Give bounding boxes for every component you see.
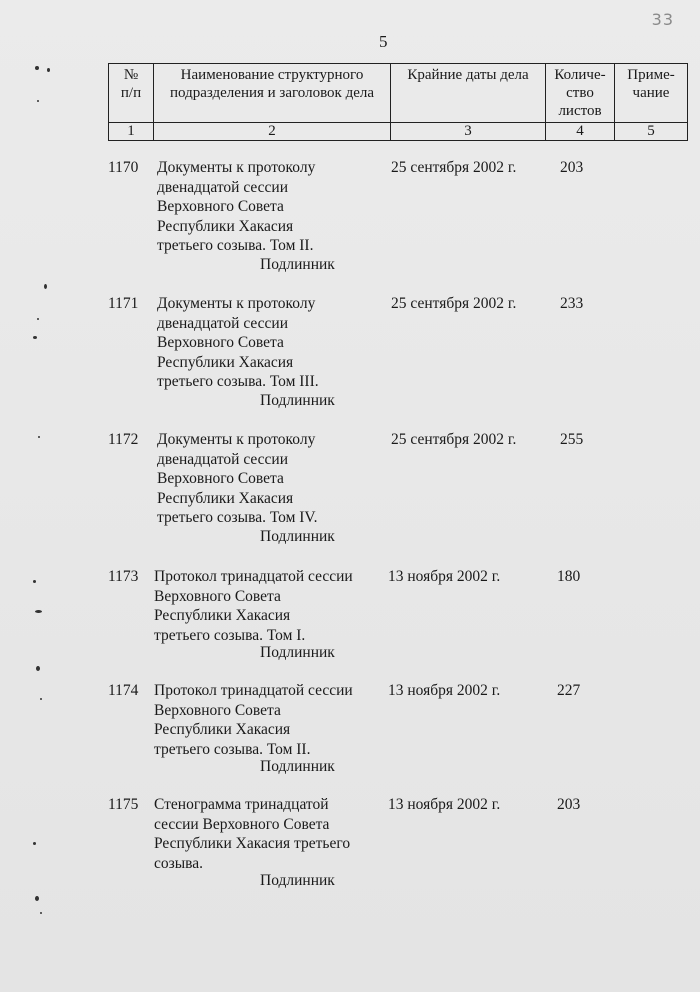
entry-sheet-count: 255 [560,431,584,448]
scan-speck [38,436,40,438]
column-number-row [109,123,688,141]
scan-speck [33,842,36,845]
header-number: № п/п [109,64,154,123]
entry-number: 1170 [108,159,139,176]
entry-title: Документы к протоколу двенадцатой сессии Верховного Совета Республики Хакасия третьего созыва. Том III. [157,295,319,390]
entry-number: 1171 [108,295,139,312]
entry-status: Подлинник [260,392,335,409]
entry-title: Документы к протоколу двенадцатой сессии Верховного Совета Республики Хакасия третьего созыва. Том II. [157,159,316,254]
entry-date: 13 ноября 2002 г. [388,682,501,699]
entry-status: Подлинник [260,872,335,889]
column-number: 2 [154,123,391,141]
column-number: 1 [109,123,154,141]
scan-speck [47,68,50,72]
entry-date: 25 сентября 2002 г. [391,295,517,312]
entry-sheet-count: 227 [557,682,581,699]
entry-sheet-count: 203 [557,796,581,813]
scan-speck [33,580,36,583]
entry-sheet-count: 233 [560,295,584,312]
scan-speck [36,666,40,671]
scan-speck [37,100,39,102]
entry-date: 25 сентября 2002 г. [391,159,517,176]
entry-number: 1172 [108,431,139,448]
header-dates: Крайние даты дела [391,64,546,123]
entry-status: Подлинник [260,528,335,545]
page-number: 5 [379,32,388,51]
entry-number: 1173 [108,568,139,585]
scan-speck [44,284,47,289]
scan-speck [35,610,42,613]
scan-speck [35,66,39,70]
scan-speck [37,318,39,320]
entry-date: 25 сентября 2002 г. [391,431,517,448]
table-header [108,63,688,141]
entry-status: Подлинник [260,644,335,661]
entry-status: Подлинник [260,758,335,775]
entry-status: Подлинник [260,256,335,273]
header-sheet-count: Количе- ство листов [546,64,615,123]
scan-speck [40,912,42,914]
header-note: Приме- чание [615,64,688,123]
scan-speck [40,698,42,700]
entry-date: 13 ноября 2002 г. [388,568,501,585]
archive-sheet-number: 33 [651,10,674,29]
entry-title: Протокол тринадцатой сессии Верховного Совета Республики Хакасия третьего созыва. Том I. [154,568,353,644]
entry-title: Стенограмма тринадцатой сессии Верховного Совета Республики Хакасия третьего созыва. [154,796,351,872]
entry-sheet-count: 203 [560,159,584,176]
column-number: 4 [546,123,615,141]
scan-speck [33,336,37,339]
column-number: 5 [615,123,688,141]
scan-speck [35,896,39,901]
entry-date: 13 ноября 2002 г. [388,796,501,813]
entry-title: Документы к протоколу двенадцатой сессии Верховного Совета Республики Хакасия третьего созыва. Том IV. [157,431,318,526]
header-title: Наименование структурного подразделения и заголовок дела [154,64,391,123]
header-row [109,64,688,123]
entry-number: 1175 [108,796,139,813]
entry-number: 1174 [108,682,139,699]
column-number: 3 [391,123,546,141]
entry-title: Протокол тринадцатой сессии Верховного Совета Республики Хакасия третьего созыва. Том II. [154,682,353,758]
entry-sheet-count: 180 [557,568,581,585]
